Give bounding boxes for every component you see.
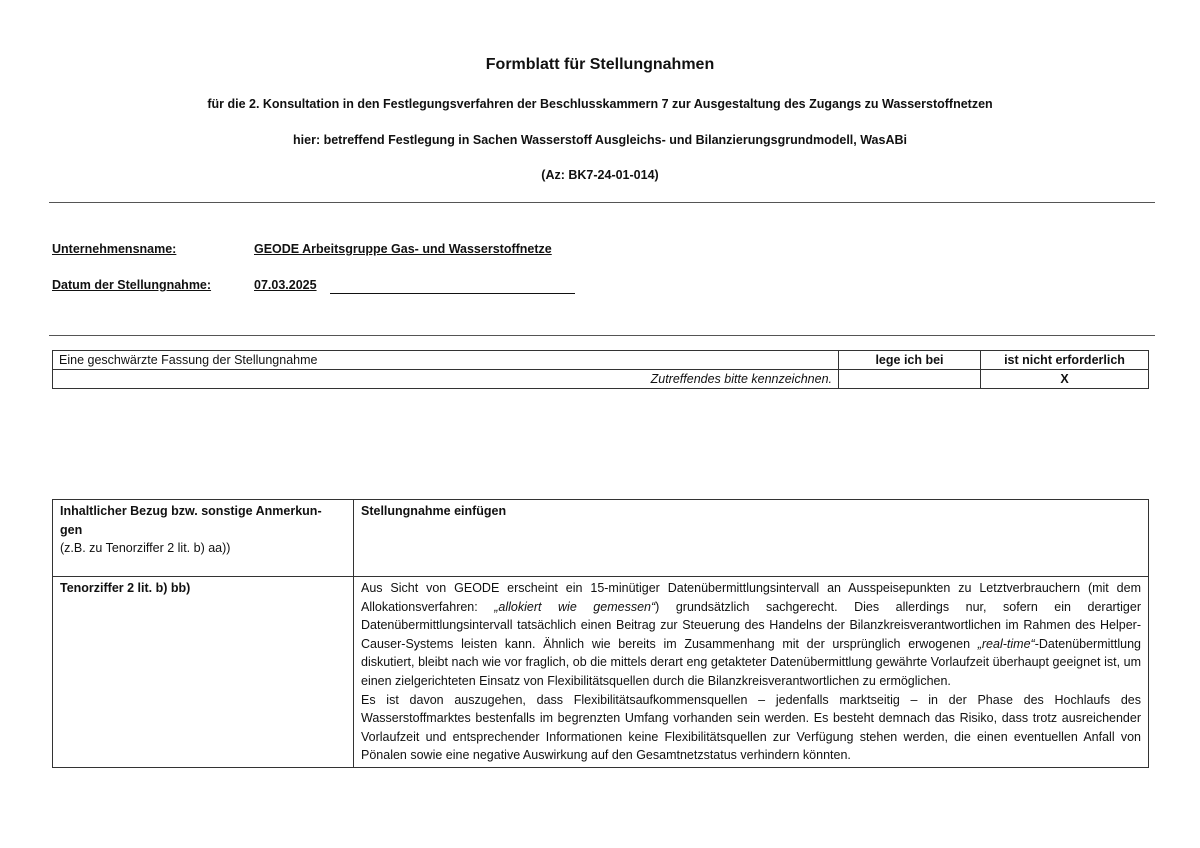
reference-header-example: (z.B. zu Tenorziffer 2 lit. b) aa)) (60, 541, 231, 556)
statement-date-value: 07.03.2025 (254, 278, 317, 292)
form-title: Formblatt für Stellungnahmen (485, 56, 715, 73)
divider-top (49, 202, 1155, 203)
divider-middle (49, 335, 1155, 336)
attach-column-header: lege ich bei (839, 351, 981, 370)
statement-paragraph-1: Aus Sicht von GEODE erscheint ein 15-minütiger Datenübermittlungsintervall an Ausspeisepunkten zu Letztverbrauchern (mit dem Allokationsverfahren: „allokiert wie gemessen“) grundsätzlich sachgerecht. Dies allerdings nur, sofern ein derartiger Datenübermittlungsintervall tatsächlich einen Beitrag zur Steuerung des Handelns der Bilanzkreisverantwortlichen im Rahmen des Helper-Causer-Systems leisten kann. Ähnlich wie bereits im Zusammenhang mit der ursprünglich erwogenen „real-time“-Datenübermittlung diskutiert, bleibt nach wie vor fraglich, ob die mittels derart eng getakteter Datenübermittlung gewährte Vorlaufzeit überhaupt geeignet ist, um einen zielgerichteten Einsatz von Flexibilitätsquellen durch die Bilanzkreisverantwortlichen zu ermöglichen. (361, 581, 1141, 688)
attach-checkbox-cell[interactable] (839, 370, 981, 389)
statement-date-label: Datum der Stellungnahme: (52, 278, 212, 292)
statement-cell[interactable] (354, 577, 1149, 768)
reference-header-line1: Inhaltlicher Bezug bzw. sonstige Anmerkun- (60, 504, 322, 518)
reference-column-header (53, 500, 354, 577)
file-reference: (Az: BK7-24-01-014) (541, 168, 659, 182)
statement-table (52, 499, 1149, 768)
redaction-row-label: Eine geschwärzte Fassung der Stellungnahme (53, 351, 839, 370)
statement-column-header: Stellungnahme einfügen (354, 500, 1149, 577)
reference-cell[interactable]: Tenorziffer 2 lit. b) bb) (53, 577, 354, 768)
form-subject: hier: betreffend Festlegung in Sachen Wasserstoff Ausgleichs- und Bilanzierungsgrundmodell, WasABi (293, 133, 907, 147)
reference-header-line2: gen (60, 522, 83, 537)
statement-paragraph-2: Es ist davon auszugehen, dass Flexibilitätsaufkommensquellen – jedenfalls marktseitig – in der Phase des Hochlaufs des Wasserstoffmarktes bestenfalls im begrenzten Umfang vorhanden sein werden. Es besteht demnach das Risiko, dass trotz ausreichender Vorlaufzeit und entsprechender Informationen keine Flexibilitätsquellen zur Verfügung stehen werden, die einen eventuellen Anfall von Pönalen sowie eine negative Auswirkung auf den Gesamtnetzstatus verhindern könnten. (361, 692, 1141, 763)
company-name-label: Unternehmensname: (52, 242, 177, 256)
not-required-column-header: ist nicht erforderlich (981, 351, 1149, 370)
date-underline (330, 293, 575, 294)
not-required-checkbox-cell[interactable]: X (981, 370, 1149, 389)
form-subtitle: für die 2. Konsultation in den Festlegungsverfahren der Beschlusskammern 7 zur Ausgestaltung des Zugangs zu Wasserstoffnetzen (207, 97, 993, 111)
mark-hint: Zutreffendes bitte kennzeichnen. (53, 370, 839, 389)
redaction-table (52, 350, 1149, 389)
company-name-value: GEODE Arbeitsgruppe Gas- und Wasserstoffnetze (254, 242, 552, 256)
